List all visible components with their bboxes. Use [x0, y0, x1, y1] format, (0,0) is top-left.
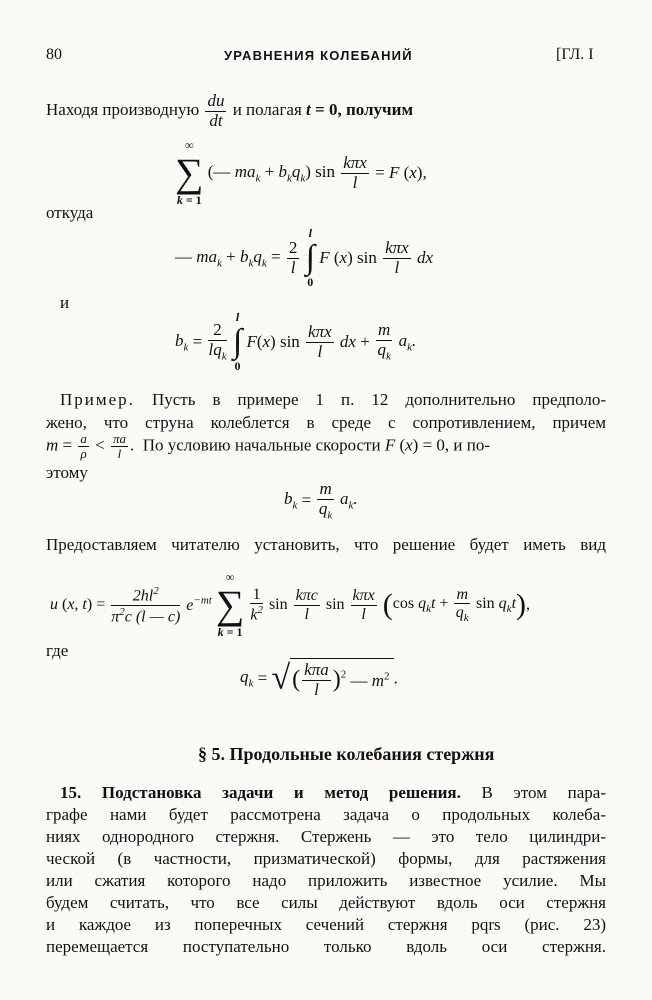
running-title: УРАВНЕНИЯ КОЛЕБАНИЙ	[224, 48, 413, 63]
equation-6: $q_k$ = √( $\frac{\text{kπa}}{l}$ )$^2$ — $m^2$ .	[240, 659, 398, 699]
equation-5: u (x, t) = $\frac{2hl^2}{\pi^2c (l — c)}$ $e^{-mt}$ ∞ ∑ k = 1 $\frac{1}{k^2}$ sin $\frac{\text{kπc}}{l}$ sin $\frac{\text{kπx}}{l}$ (cos $q_kt$ + $\frac{m}{q_k}$ $\sin q_kt$),	[50, 570, 531, 639]
example-l1: Пусть в примере 1 п. 12 дополнительно предполо-	[151, 390, 606, 409]
k-pi-x-over-l: $\frac{\text{kπx}}{l}$	[343, 152, 367, 192]
example-l3-tail2: и по-	[453, 435, 491, 455]
pi-a-over-l: $\frac{\pi a}{l}$	[112, 431, 126, 462]
reader-line: Предоставляем читателю установить, что решение будет иметь вид	[46, 535, 606, 554]
paragraph-line-1	[46, 782, 606, 804]
example-line-4: этому	[46, 463, 88, 482]
du-dt-fraction: $\frac{du}{dt}$	[207, 91, 225, 130]
example-word: Пример.	[60, 390, 135, 409]
paragraph-l1-tail: В этом пара-	[481, 783, 606, 802]
gde-label: где	[46, 641, 69, 660]
paragraph-line-4: ческой (в частности, призматической) формы, для растяжения	[46, 849, 606, 868]
k-pi-c-over-l: $\frac{\text{kπc}}{l}$	[295, 586, 318, 623]
paragraph-line-7: и каждое из поперечных сечений стержня pqrs (рис. 23)	[46, 915, 606, 934]
paragraph-line-5: или сжатия которого надо приложить известное усилие. Мы	[46, 871, 606, 890]
chapter-label: [ГЛ. I	[556, 46, 594, 63]
equation-3: $b_k$ = $\frac{2}{lq_k}$ l ∫ 0 F(x) sin $\frac{\text{kπx}}{l}$ dx + $\frac{m}{q_k}$ $a_k$.	[175, 310, 417, 373]
paragraph-heading: 15. Подстановка задачи и метод решения.	[60, 783, 461, 802]
2hl2-fraction: $\frac{2hl^2}{\pi^2c (l — c)}$	[111, 584, 181, 625]
example-l3-tail: По условию начальные скорости	[142, 435, 381, 455]
example-line-2: жено, что струна колеблется в среде с сопротивлением, причем	[46, 413, 606, 432]
equation-4: $b_k$ = $\frac{m}{q_k}$ $a_k$.	[284, 479, 358, 522]
a-over-rho: $\frac{a}{\rho}$	[80, 431, 87, 462]
intro-eq: = 0, получим	[310, 100, 414, 120]
m-over-qk: $\frac{m}{q_k}$	[377, 320, 391, 363]
one-over-k2: $\frac{1}{k^2}$	[250, 585, 263, 624]
section-title: § 5. Продольные колебания стержня	[198, 744, 495, 764]
two-over-l: $\frac{2}{l}$	[288, 237, 298, 277]
intro-suffix: и полагая	[232, 100, 302, 120]
two-over-lqk: $\frac{2}{lq_k}$	[208, 320, 227, 363]
m-over-qk-3: $\frac{m}{q_k}$	[455, 585, 469, 625]
equation-sum-1: ∞ ∑ k = 1 (— $ma_k + b_kq_k$) sin $\frac{\text{kπx}}{l}$ = F (x),	[175, 138, 427, 207]
intro-line	[46, 92, 413, 130]
intro-t: t	[306, 100, 311, 120]
k-pi-x-over-l-3: $\frac{\text{kπx}}{l}$	[308, 321, 332, 361]
m-over-qk-2: $\frac{m}{q_k}$	[318, 479, 333, 522]
and-label: и	[60, 293, 70, 312]
k-pi-x-over-l-4: $\frac{\text{kπx}}{l}$	[352, 586, 375, 623]
otkuda-label: откуда	[46, 203, 94, 222]
sum-symbol-2: ∞ ∑ k = 1	[215, 570, 245, 639]
integral-sign-2: l ∫ 0	[232, 310, 243, 373]
sum-symbol: ∞ ∑ k = 1	[175, 138, 204, 207]
paragraph-line-8: перемещается поступательно только вдоль оси стержня.	[46, 937, 606, 956]
paragraph-line-3: ниях однородного стержня. Стержень — это тело цилиндри-	[46, 827, 606, 846]
paragraph-line-6: будем считать, что все силы действуют вдоль оси стержня	[46, 893, 606, 912]
equation-2: — $ma_k + b_kq_k$ = $\frac{2}{l}$ l ∫ 0 F (x) sin $\frac{\text{kπx}}{l}$ dx	[175, 226, 433, 289]
k-pi-a-over-l: $\frac{\text{kπa}}{l}$	[304, 660, 329, 699]
integral-sign: l ∫ 0	[305, 226, 315, 289]
example-line-1	[46, 389, 606, 411]
intro-prefix: Находя производную	[46, 100, 200, 120]
example-line-3: m = $\frac{a}{\rho}$ < $\frac{\pi a}{l}$ . По условию начальные скорости F (x) = 0, и по-	[46, 431, 491, 462]
page-number: 80	[46, 46, 62, 63]
paragraph-line-2: графе нами будет рассмотрена задача о продольных колеба-	[46, 805, 606, 824]
k-pi-x-over-l-2: $\frac{\text{kπx}}{l}$	[385, 237, 409, 277]
